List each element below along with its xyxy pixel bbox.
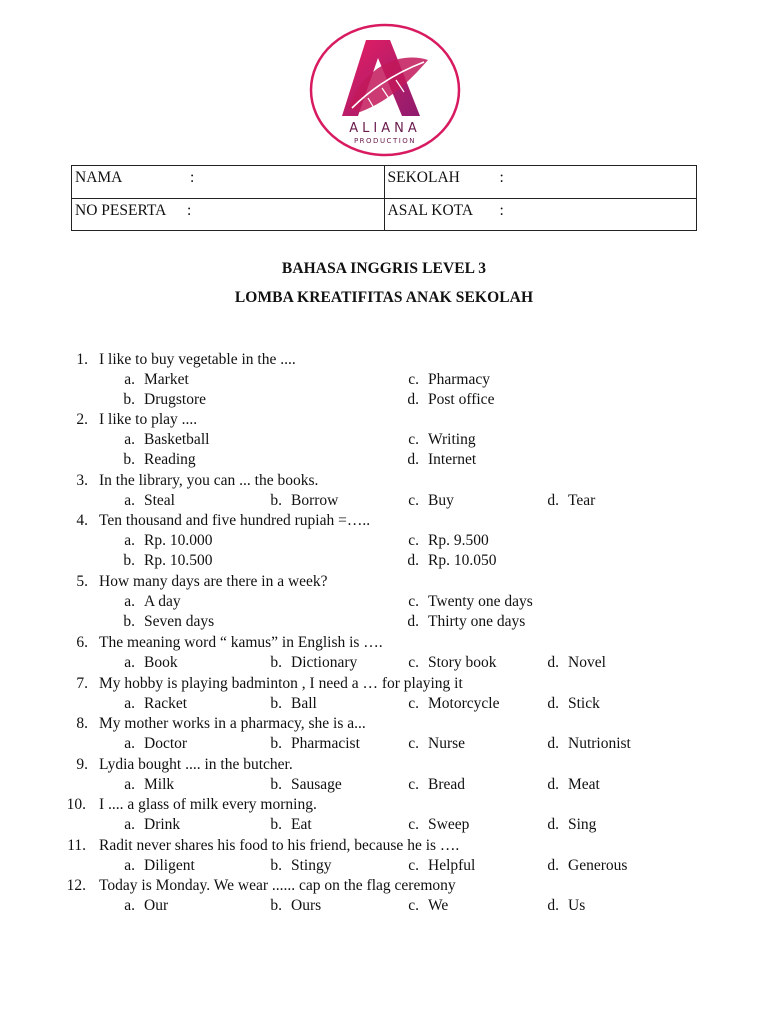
answer-option[interactable] [397, 775, 465, 795]
question-number: 12. [66, 877, 86, 894]
option-letter: a. [124, 816, 135, 833]
option-text: Sing [568, 816, 597, 833]
option-text: Sausage [291, 776, 342, 793]
option-text: Rp. 9.500 [428, 532, 489, 549]
option-letter: d. [407, 613, 419, 630]
question-text: Today is Monday. We wear ...... cap on the flag ceremony [99, 877, 456, 894]
option-text: Steal [144, 492, 175, 509]
question-text: My mother works in a pharmacy, she is a... [99, 715, 366, 732]
answer-option[interactable] [537, 694, 600, 714]
option-text: Drink [144, 816, 181, 833]
question-number: 8. [76, 715, 88, 732]
answer-option[interactable] [113, 856, 195, 876]
answer-option[interactable] [397, 856, 475, 876]
option-text: Milk [144, 776, 175, 793]
option-letter: d. [547, 492, 559, 509]
answer-option[interactable] [397, 450, 476, 470]
answer-option[interactable] [397, 896, 448, 916]
option-text: Writing [428, 431, 476, 448]
option-letter: c. [408, 695, 419, 712]
answer-option[interactable] [113, 734, 187, 754]
answer-option[interactable] [113, 370, 189, 390]
answer-option[interactable] [397, 390, 494, 410]
option-letter: a. [124, 431, 135, 448]
question-number: 1. [76, 351, 88, 368]
option-letter: a. [124, 371, 135, 388]
option-letter: c. [408, 776, 419, 793]
answer-option[interactable] [397, 551, 496, 571]
sekolah-colon: : [499, 169, 504, 186]
option-letter: d. [547, 735, 559, 752]
nama-colon: : [190, 169, 195, 186]
option-letter: c. [408, 897, 419, 914]
option-text: Stick [568, 695, 600, 712]
answer-option[interactable] [397, 491, 454, 511]
question-number: 9. [76, 756, 88, 773]
option-letter: a. [124, 776, 135, 793]
answer-option[interactable] [397, 531, 489, 551]
participant-info-table [71, 165, 697, 231]
option-text: Reading [144, 451, 196, 468]
contest-title: LOMBA KREATIFITAS ANAK SEKOLAH [234, 289, 534, 306]
answer-option[interactable] [397, 694, 499, 714]
question-text: Ten thousand and five hundred rupiah =….. [99, 512, 371, 529]
option-text: Eat [291, 816, 312, 833]
option-letter: b. [270, 735, 282, 752]
option-text: Pharmacy [428, 371, 490, 388]
answer-option[interactable] [537, 491, 595, 511]
answer-option[interactable] [113, 450, 196, 470]
question-number: 11. [67, 837, 86, 854]
option-text: Meat [568, 776, 600, 793]
option-letter: c. [408, 857, 419, 874]
option-text: Twenty one days [428, 593, 533, 610]
answer-option[interactable] [113, 653, 178, 673]
option-letter: d. [407, 552, 419, 569]
answer-option[interactable] [537, 815, 596, 835]
option-letter: b. [123, 391, 135, 408]
answer-option[interactable] [397, 592, 533, 612]
option-letter: d. [547, 776, 559, 793]
option-letter: b. [270, 816, 282, 833]
option-text: Basketball [144, 431, 210, 448]
option-letter: b. [270, 654, 282, 671]
nama-field[interactable] [72, 166, 385, 199]
option-letter: d. [547, 816, 559, 833]
question-text: In the library, you can ... the books. [99, 472, 319, 489]
answer-option[interactable] [397, 370, 490, 390]
option-letter: a. [124, 695, 135, 712]
option-text: Novel [568, 654, 606, 671]
no-peserta-label: NO PESERTA [75, 201, 167, 219]
answer-option[interactable] [113, 775, 174, 795]
option-letter: d. [407, 451, 419, 468]
option-letter: b. [270, 897, 282, 914]
option-letter: d. [547, 695, 559, 712]
asal-kota-label: ASAL KOTA [387, 201, 474, 219]
option-text: Doctor [144, 735, 188, 752]
option-letter: c. [408, 371, 419, 388]
option-letter: a. [124, 492, 135, 509]
option-text: Rp. 10.000 [144, 532, 213, 549]
answer-option[interactable] [260, 856, 331, 876]
aliana-production-logo [308, 22, 463, 159]
option-letter: c. [408, 816, 419, 833]
question-text: The meaning word “ kamus” in English is …. [99, 634, 383, 651]
option-letter: a. [124, 654, 135, 671]
answer-option[interactable] [397, 653, 496, 673]
option-text: Ball [291, 695, 317, 712]
answer-option[interactable] [113, 390, 206, 410]
option-letter: d. [547, 654, 559, 671]
option-text: Motorcycle [428, 695, 500, 712]
option-text: Book [144, 654, 178, 671]
answer-option[interactable] [260, 491, 338, 511]
answer-option[interactable] [113, 694, 187, 714]
option-letter: b. [270, 776, 282, 793]
question-number: 10. [66, 796, 86, 813]
answer-option[interactable] [260, 775, 342, 795]
answer-option[interactable] [113, 551, 212, 571]
question-text: I like to buy vegetable in the .... [99, 351, 296, 368]
option-text: Generous [568, 857, 628, 874]
option-letter: c. [408, 492, 419, 509]
option-letter: a. [124, 897, 135, 914]
sekolah-label: SEKOLAH [387, 169, 460, 186]
nama-label: NAMA [75, 169, 123, 186]
option-letter: c. [408, 593, 419, 610]
answer-option[interactable] [113, 815, 180, 835]
option-text: Helpful [428, 857, 476, 874]
option-text: Pharmacist [291, 735, 360, 752]
no-peserta-field[interactable] [72, 198, 385, 231]
answer-option[interactable] [113, 896, 168, 916]
option-text: Nurse [428, 735, 466, 752]
option-letter: b. [123, 552, 135, 569]
option-letter: d. [407, 391, 419, 408]
question-number: 2. [76, 411, 88, 428]
option-text: Internet [428, 451, 477, 468]
no-peserta-colon: : [187, 201, 192, 219]
question-number: 4. [76, 512, 88, 529]
option-letter: c. [408, 532, 419, 549]
answer-option[interactable] [260, 734, 360, 754]
option-text: Borrow [291, 492, 339, 509]
option-text: Rp. 10.500 [144, 552, 213, 569]
option-text: Market [144, 371, 189, 388]
option-letter: d. [547, 857, 559, 874]
option-text: Ours [291, 897, 322, 914]
option-text: Drugstore [144, 391, 206, 408]
option-text: Rp. 10.050 [428, 552, 497, 569]
answer-option[interactable] [537, 775, 600, 795]
question-number: 5. [76, 573, 88, 590]
answer-option[interactable] [113, 531, 212, 551]
answer-option[interactable] [113, 491, 175, 511]
answer-option[interactable] [397, 430, 476, 450]
question-text: I like to play .... [99, 411, 198, 428]
option-text: A day [144, 593, 181, 610]
option-text: Stingy [291, 857, 332, 874]
question-text: My hobby is playing badminton , I need a … for playing it [99, 675, 463, 692]
option-text: Sweep [428, 816, 470, 833]
option-letter: a. [124, 735, 135, 752]
option-text: We [428, 897, 449, 914]
asal-kota-field[interactable] [384, 198, 697, 231]
option-letter: a. [124, 532, 135, 549]
option-letter: b. [270, 695, 282, 712]
answer-option[interactable] [537, 734, 631, 754]
logo-sub: PRODUCTION [353, 137, 417, 145]
subject-title: BAHASA INGGRIS LEVEL 3 [281, 260, 487, 277]
sekolah-field[interactable] [384, 166, 697, 199]
option-text: Us [568, 897, 586, 914]
option-letter: b. [123, 613, 135, 630]
option-letter: a. [124, 857, 135, 874]
question-number: 6. [76, 634, 88, 651]
answer-option[interactable] [397, 734, 465, 754]
question-text: Lydia bought .... in the butcher. [99, 756, 293, 773]
answer-option[interactable] [260, 653, 357, 673]
option-text: Thirty one days [428, 613, 526, 630]
option-text: Post office [428, 391, 495, 408]
answer-option[interactable] [397, 815, 469, 835]
question-number: 3. [76, 472, 88, 489]
answer-option[interactable] [260, 694, 317, 714]
question-text: Radit never shares his food to his friend, because he is …. [99, 837, 460, 854]
option-letter: a. [124, 593, 135, 610]
logo-name: ALIANA [349, 121, 421, 136]
answer-option[interactable] [260, 896, 321, 916]
option-text: Diligent [144, 857, 195, 874]
option-text: Tear [568, 492, 596, 509]
answer-option[interactable] [537, 653, 606, 673]
answer-option[interactable] [397, 612, 525, 632]
option-text: Story book [428, 654, 497, 671]
asal-kota-colon: : [499, 201, 504, 219]
option-text: Nutrionist [568, 735, 631, 752]
option-text: Dictionary [291, 654, 358, 671]
answer-option[interactable] [260, 815, 312, 835]
option-letter: c. [408, 654, 419, 671]
question-number: 7. [76, 675, 88, 692]
answer-option[interactable] [113, 592, 181, 612]
option-text: Seven days [144, 613, 215, 630]
option-letter: b. [123, 451, 135, 468]
answer-option[interactable] [537, 896, 585, 916]
answer-option[interactable] [113, 430, 209, 450]
option-letter: b. [270, 492, 282, 509]
option-text: Our [144, 897, 169, 914]
answer-option[interactable] [537, 856, 627, 876]
option-text: Buy [428, 492, 454, 509]
option-letter: c. [408, 431, 419, 448]
option-letter: d. [547, 897, 559, 914]
question-text: How many days are there in a week? [99, 573, 328, 590]
option-text: Bread [428, 776, 466, 793]
option-text: Racket [144, 695, 188, 712]
option-letter: c. [408, 735, 419, 752]
option-letter: b. [270, 857, 282, 874]
answer-option[interactable] [113, 612, 214, 632]
question-text: I .... a glass of milk every morning. [99, 796, 317, 813]
